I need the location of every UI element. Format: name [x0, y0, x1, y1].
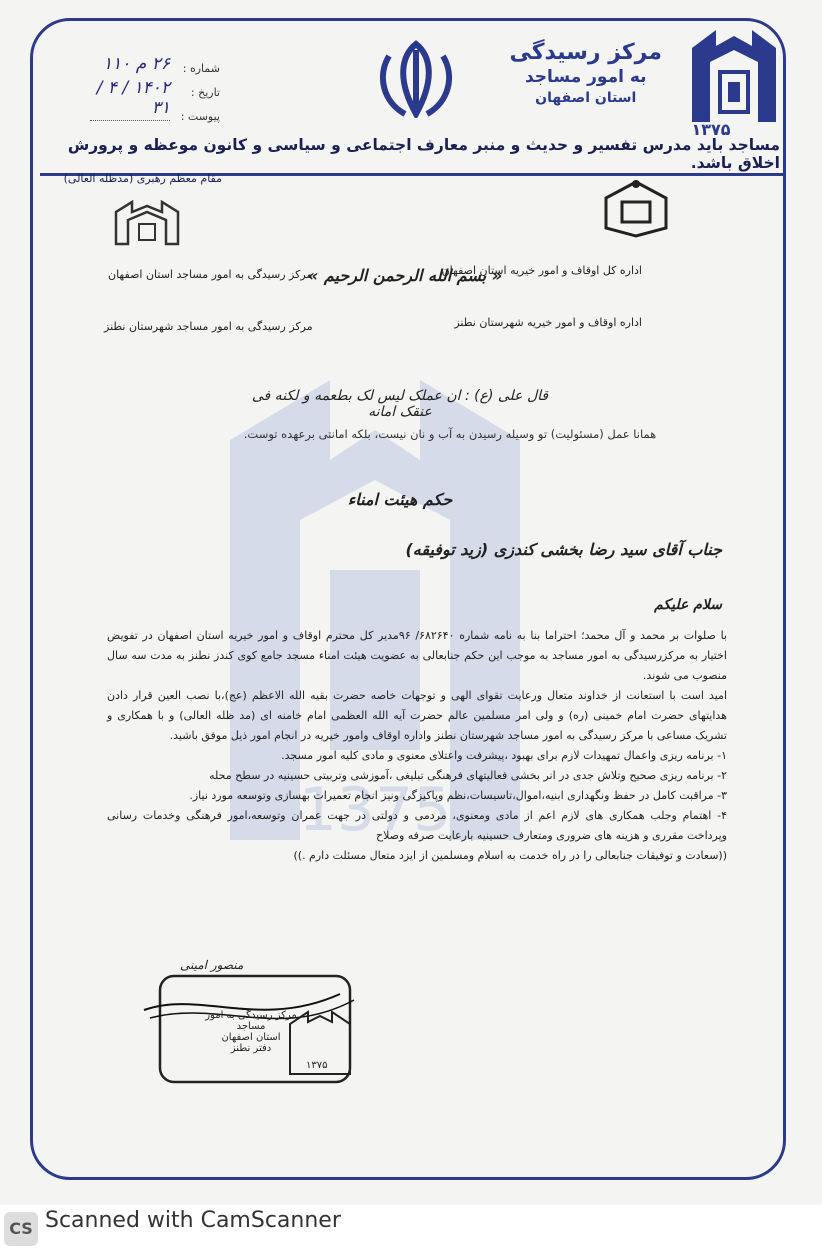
- duty-item: ۲- برنامه ریزی صحیح وتلاش جدی در انر بخشی فعالیتهای فرهنگی تبلیغی ،آموزشی وتربیتی حسینیه در سطح محله: [209, 769, 727, 782]
- stamp-year: ۱۳۷۵: [306, 1060, 328, 1071]
- date-value: ۱۴۰۲ / ۴ / ۳۱: [96, 78, 170, 118]
- scanner-watermark: Scanned with CamScanner: [45, 1208, 341, 1233]
- svg-text:1375: 1375: [298, 775, 452, 845]
- mosque-center-city-caption: مرکز رسیدگی به امور مساجد شهرستان نطنز: [104, 320, 313, 333]
- slogan-source: مقام معظم رهبری (مدظله العالی): [63, 172, 222, 185]
- letter-meta: [80, 54, 220, 130]
- decree-heading: حکم هیئت امناء: [347, 490, 453, 509]
- mosque-center-logo-icon: [688, 26, 780, 126]
- stamp-line3: دفتر نطنز: [230, 1043, 272, 1054]
- bismillah: « بسم الله الرحمن الرحیم »: [307, 266, 503, 285]
- awqaf-logo-icon: [596, 178, 676, 240]
- hadith-quote: قال علی (ع) : ان عملک لیس لک بطعمه و لکنه فی عنقک امانه: [251, 388, 549, 420]
- stamp-line2: استان اصفهان: [221, 1032, 281, 1043]
- hadith-translation: همانا عمل (مسئولیت) تو وسیله رسیدن به آب و نان نیست، بلکه امانتی برعهده توست.: [243, 427, 657, 441]
- stamp-text: [196, 1010, 306, 1054]
- body-paragraph: با صلوات بر محمد و آل محمد؛ احتراما بنا به نامه شماره ۶۸۲۶۴۰/ ۹۶مدیر کل محترم اوقاف و امور خیریه استان اصفهان در تفویض اختیار به مرکزرسیدگی به امور مساجد به موجب این حکم جنابعالی به عضویت هیئت امناء مسجد جامع کوی کندز نطنز به مدت سه سال منصوب می شوند.: [107, 629, 727, 682]
- signer-name: منصور امینی: [180, 958, 244, 972]
- greeting: سلام علیکم: [654, 597, 722, 613]
- camscanner-logo-icon: CS: [4, 1212, 38, 1246]
- duty-item: ۴- اهتمام وجلب همکاری های لازم اعم از مادی ومعنوی، مردمی و دولتی در جهت عمران وتوسعه،امور فرهنگی وخدمات رسانی وپرداخت مقرری و هزینه های ضروری ومتعارف حسینیه بارعایت صرفه وصلاح: [107, 809, 727, 842]
- duty-item: ۳- مراقبت کامل در حفظ ونگهداری ابنیه،اموال،تاسیسات،نظم وپاکیزگی ونیز انجام تعمیرات بهسازی وتوسعه مورد نیاز.: [189, 789, 727, 802]
- awqaf-city-caption: اداره اوقاف و امور خیریه شهرستان نطنز: [454, 316, 642, 329]
- brand-line2: به امور مساجد: [524, 67, 647, 87]
- addressee: جناب آقای سید رضا بخشی کندزی (زید توفیقه): [405, 540, 722, 559]
- mosque-center-small-logo-icon: [112, 198, 182, 246]
- attachment-blank: [90, 120, 170, 121]
- number-value: ۲۶ م ۱۱۰: [102, 54, 170, 74]
- brand-line3: استان اصفهان: [535, 90, 637, 106]
- letter-body: [107, 626, 727, 866]
- attachment-row: [80, 106, 220, 130]
- date-label: تاریخ :: [190, 86, 220, 99]
- national-emblem-icon: [375, 40, 457, 118]
- brand-name: [510, 40, 663, 108]
- mosque-center-province-caption: مرکز رسیدگی به امور مساجد استان اصفهان: [108, 268, 313, 281]
- closing-line: ((سعادت و توفیقات جنابعالی را در راه خدمت به اسلام ومسلمین از ایزد متعال مسئلت دارم .)): [293, 849, 727, 862]
- duty-item: ۱- برنامه ریزی واعمال تمهیدات لازم برای بهبود ،پیشرفت واعتلای معنوی و مادی کلیه امور مسجد.: [281, 749, 727, 762]
- attachment-label: پیوست :: [180, 110, 220, 123]
- awqaf-province-caption: اداره کل اوقاف و امور خیریه استان اصفهان: [441, 264, 642, 277]
- founding-year: ۱۳۷۵: [691, 120, 731, 139]
- number-label: شماره :: [182, 62, 220, 75]
- stamp-line1: مرکز رسیدگی به امور مساجد: [205, 1010, 297, 1032]
- body-paragraph: امید است با استعانت از خداوند متعال ورعایت تقوای الهی و توجهات خاصه حضرت بقیه الله الاعظم (عج)،با نصب العین قرار دادن هدایتهای حضرت امام خمینی (ره) و ولی امر مسلمین عالم حضرت آیه الله العظمی امام خامنه ای (مد ظله العالی) و با همکاری و تشریک مساعی با مرکز رسیدگی به امور مساجد شهرستان نطنز واداره اوقاف وامور خیریه در انجام امور ذیل موفق باشید.: [107, 689, 727, 742]
- brand-line1: مرکز رسیدگی: [509, 40, 662, 65]
- header-slogan: مساجد باید مدرس تفسیر و حدیث و منبر معارف اجتماعی و سیاسی و کانون موعظه و پرورش اخلاق باشد.: [67, 136, 780, 172]
